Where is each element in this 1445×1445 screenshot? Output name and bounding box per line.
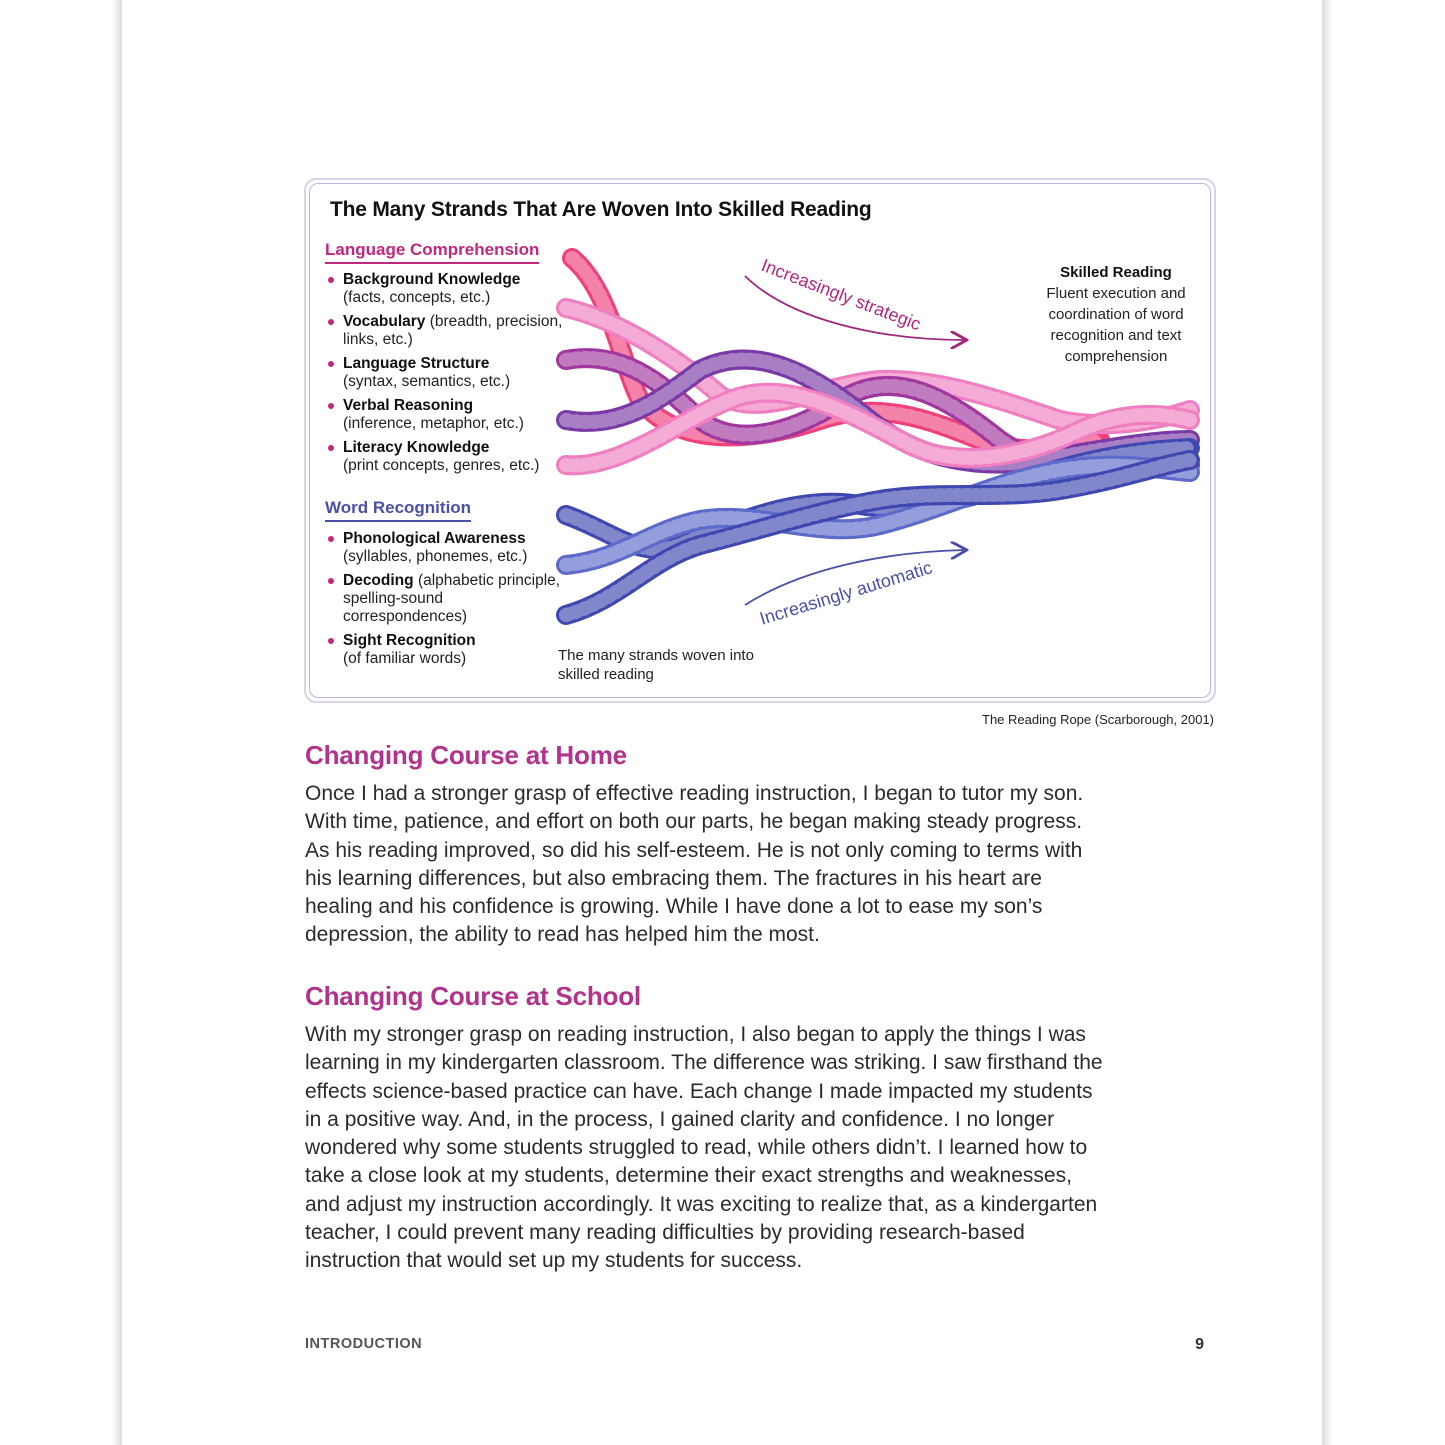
running-footer-label: INTRODUCTION (305, 1336, 423, 1352)
item-term: Verbal Reasoning (343, 397, 474, 414)
strands-caption: The many strands woven into skilled reading (558, 647, 754, 683)
section-heading-home: Changing Course at Home (305, 740, 627, 770)
item-detail: (breadth, precision, links, etc.) (343, 313, 563, 348)
item-term: Phonological Awareness (343, 530, 526, 547)
list-item (327, 355, 567, 391)
list-item (327, 530, 567, 566)
section-body-school: With my stronger grasp on reading instruction, I also began to apply the things I was learning in my kindergarten classroom. The difference was striking. I saw firsthand the effects science-based practice can have. Each change I made impacted my students in a positive way. And, in the process, I gained clarity and confidence. I no longer wondered why some students struggled to read, while others didn’t. I learned how to take a close look at my students, determine their exact strengths and weaknesses, and adjust my instruction accordingly. It was exciting to realize that, as a kindergarten teacher, I could prevent many reading difficulties by providing research-based instruction that would set up my students for success. (305, 1023, 1103, 1273)
item-detail: (facts, concepts, etc.) (343, 289, 491, 306)
word-recognition-heading: Word Recognition (325, 498, 471, 522)
section-heading-school: Changing Course at School (305, 981, 641, 1011)
list-item (327, 572, 567, 626)
skilled-reading-text: Fluent execution and coordination of word recognition and text comprehension (1046, 285, 1186, 365)
skilled-reading-label (1030, 262, 1202, 367)
item-detail: (alphabetic principle, spelling-sound correspondences) (343, 572, 561, 625)
item-detail: (syntax, semantics, etc.) (343, 373, 511, 390)
word-recognition-list (327, 530, 567, 674)
list-item (327, 439, 567, 475)
item-term: Decoding (343, 572, 414, 589)
list-item (327, 397, 567, 433)
arrow-automatic-label: Increasingly automatic (757, 557, 935, 629)
item-term: Background Knowledge (343, 271, 521, 288)
item-detail: (syllables, phonemes, etc.) (343, 548, 528, 565)
list-item (327, 632, 567, 668)
item-detail: (print concepts, genres, etc.) (343, 457, 540, 474)
language-comprehension-heading: Language Comprehension (325, 240, 539, 264)
item-detail: (of familiar words) (343, 650, 467, 667)
item-term: Vocabulary (343, 313, 426, 330)
page-shadow-left (112, 0, 122, 1445)
page-number: 9 (1195, 1336, 1204, 1353)
figure-title: The Many Strands That Are Woven Into Skilled Reading (330, 198, 872, 221)
item-detail: (inference, metaphor, etc.) (343, 415, 524, 432)
language-comprehension-list (327, 271, 567, 481)
section-body-home: Once I had a stronger grasp of effective reading instruction, I began to tutor my son. With time, patience, and effort on both our parts, he began making steady progress. As his reading improved, so did his self-esteem. He is not only coming to terms with his learning differences, but also embracing them. The fractures in his heart are healing and his confidence is growing. While I have done a lot to ease my son’s depression, the ability to read has helped him the most. (305, 782, 1084, 947)
item-term: Language Structure (343, 355, 490, 372)
figure-credit: The Reading Rope (Scarborough, 2001) (982, 712, 1214, 727)
arrow-strategic-label: Increasingly strategic (758, 255, 924, 335)
item-term: Sight Recognition (343, 632, 476, 649)
skilled-reading-heading: Skilled Reading (1060, 264, 1172, 281)
list-item (327, 313, 567, 349)
page-shadow-right (1322, 0, 1332, 1445)
item-term: Literacy Knowledge (343, 439, 490, 456)
list-item (327, 271, 567, 307)
